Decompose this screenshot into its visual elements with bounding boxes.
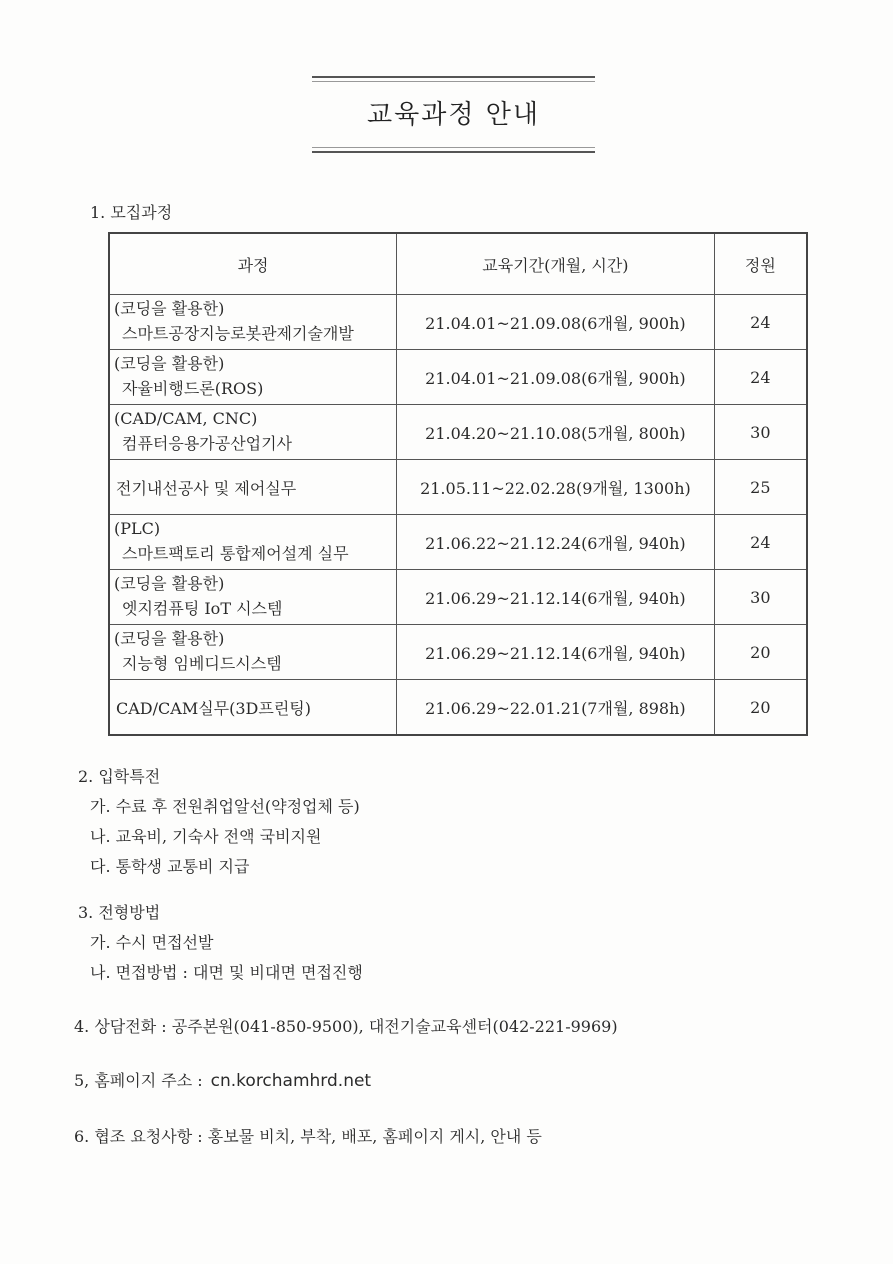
table-row [109, 460, 807, 515]
course-cell [109, 295, 397, 350]
homepage-label: 5, 홈페이지 주소 : [74, 1071, 203, 1090]
page-title: 교육과정 안내 [367, 100, 540, 130]
section-6-request: 6. 협조 요청사항 : 홍보물 비치, 부착, 배포, 홈페이지 게시, 안내 등 [74, 1127, 542, 1146]
course-cell [109, 680, 397, 736]
period-cell: 21.05.11~22.02.28(9개월, 1300h) [397, 460, 715, 515]
header-period: 교육기간(개월, 시간) [397, 233, 715, 295]
course-cell [109, 405, 397, 460]
course-cell [109, 570, 397, 625]
section-3-item-2: 나. 면접방법 : 대면 및 비대면 면접진행 [90, 963, 363, 982]
course-name: 컴퓨터응용가공산업기사 [122, 434, 293, 453]
capacity-cell: 20 [714, 625, 807, 680]
course-name: 엣지컴퓨팅 IoT 시스템 [122, 599, 283, 618]
period-cell: 21.06.29~22.01.21(7개월, 898h) [397, 680, 715, 736]
table-row [109, 625, 807, 680]
course-cell [109, 625, 397, 680]
capacity-cell: 24 [714, 295, 807, 350]
homepage-url[interactable]: cn.korchamhrd.net [210, 1071, 372, 1091]
table-header-row [109, 233, 807, 295]
period-cell: 21.04.20~21.10.08(5개월, 800h) [397, 405, 715, 460]
period-cell: 21.06.29~21.12.14(6개월, 940h) [397, 625, 715, 680]
header-course: 과정 [109, 233, 397, 295]
course-prefix: (코딩을 활용한) [114, 629, 225, 648]
course-name: 전기내선공사 및 제어실무 [116, 478, 297, 498]
capacity-cell: 30 [714, 570, 807, 625]
table-body [109, 295, 807, 736]
capacity-cell: 30 [714, 405, 807, 460]
period-cell: 21.04.01~21.09.08(6개월, 900h) [397, 295, 715, 350]
course-prefix: (CAD/CAM, CNC) [114, 409, 258, 428]
section-2-item-3: 다. 통학생 교통비 지급 [90, 857, 250, 876]
period-cell: 21.04.01~21.09.08(6개월, 900h) [397, 350, 715, 405]
capacity-cell: 24 [714, 350, 807, 405]
table-row [109, 405, 807, 460]
section-2-item-2: 나. 교육비, 기숙사 전액 국비지원 [90, 827, 322, 846]
table-row [109, 570, 807, 625]
table-row [109, 295, 807, 350]
capacity-cell: 24 [714, 515, 807, 570]
course-name: 스마트팩토리 통합제어설계 실무 [122, 544, 349, 563]
course-cell [109, 460, 397, 515]
course-prefix: (PLC) [114, 519, 161, 538]
course-prefix: (코딩을 활용한) [114, 354, 225, 373]
table-row [109, 680, 807, 736]
section-3-heading: 3. 전형방법 [78, 903, 161, 922]
course-cell [109, 350, 397, 405]
section-1-heading: 1. 모집과정 [90, 203, 173, 222]
course-prefix: (코딩을 활용한) [114, 299, 225, 318]
section-5-homepage [74, 1068, 371, 1091]
section-2-item-1: 가. 수료 후 전원취업알선(약정업체 등) [90, 797, 360, 816]
section-4-contact: 4. 상담전화 : 공주본원(041-850-9500), 대전기술교육센터(042-221-9969) [74, 1017, 618, 1036]
course-name: 스마트공장지능로봇관제기술개발 [122, 324, 354, 343]
table-row [109, 515, 807, 570]
course-prefix: (코딩을 활용한) [114, 574, 225, 593]
course-name: 지능형 임베디드시스템 [122, 654, 282, 673]
course-table [108, 232, 808, 736]
table-row [109, 350, 807, 405]
course-name: CAD/CAM실무(3D프린팅) [116, 698, 311, 718]
section-3-item-1: 가. 수시 면접선발 [90, 933, 214, 952]
period-cell: 21.06.22~21.12.24(6개월, 940h) [397, 515, 715, 570]
section-2 [78, 762, 360, 882]
title-block [312, 76, 595, 153]
course-cell [109, 515, 397, 570]
course-name: 자율비행드론(ROS) [122, 379, 264, 398]
capacity-cell: 20 [714, 680, 807, 736]
title-rule-bottom [312, 147, 595, 153]
header-capacity: 정원 [714, 233, 807, 295]
period-cell: 21.06.29~21.12.14(6개월, 940h) [397, 570, 715, 625]
section-2-heading: 2. 입학특전 [78, 767, 161, 786]
capacity-cell: 25 [714, 460, 807, 515]
section-3 [78, 898, 363, 988]
